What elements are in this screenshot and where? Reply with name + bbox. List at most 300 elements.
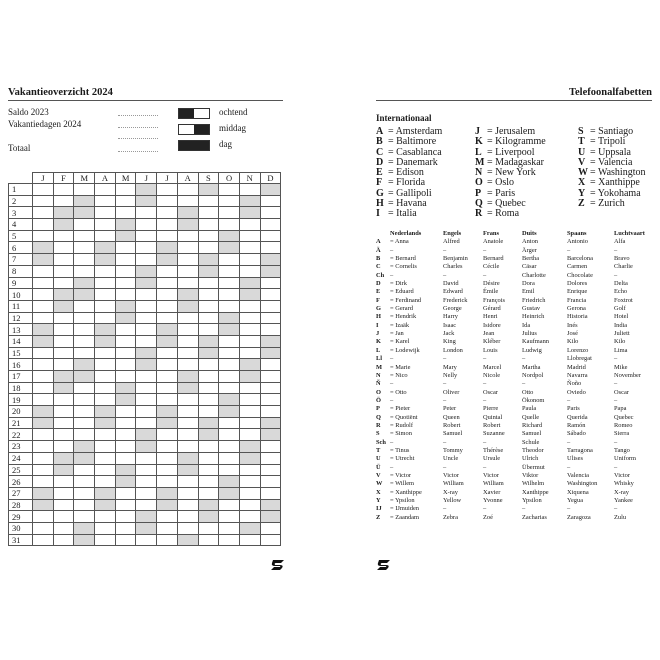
day-cell[interactable] [239, 347, 260, 359]
day-cell[interactable] [157, 452, 178, 464]
day-cell[interactable] [219, 476, 240, 488]
day-cell[interactable] [177, 522, 198, 534]
day-cell[interactable] [260, 324, 281, 336]
day-cell[interactable] [95, 522, 116, 534]
day-cell[interactable] [198, 207, 219, 219]
day-cell[interactable] [219, 254, 240, 266]
day-cell[interactable] [115, 277, 136, 289]
day-cell[interactable] [198, 522, 219, 534]
day-cell[interactable] [157, 499, 178, 511]
day-cell[interactable] [136, 312, 157, 324]
day-cell[interactable] [136, 522, 157, 534]
day-cell[interactable] [157, 534, 178, 546]
day-cell[interactable] [260, 254, 281, 266]
day-cell[interactable] [157, 184, 178, 196]
day-cell[interactable] [198, 499, 219, 511]
day-cell[interactable] [177, 464, 198, 476]
day-cell[interactable] [53, 371, 74, 383]
day-cell[interactable] [115, 464, 136, 476]
day-cell[interactable] [157, 230, 178, 242]
day-cell[interactable] [53, 452, 74, 464]
day-cell[interactable] [260, 394, 281, 406]
day-cell[interactable] [74, 219, 95, 231]
day-cell[interactable] [136, 417, 157, 429]
day-cell[interactable] [74, 534, 95, 546]
day-cell[interactable] [177, 219, 198, 231]
day-cell[interactable] [95, 417, 116, 429]
day-cell[interactable] [260, 289, 281, 301]
day-cell[interactable] [157, 441, 178, 453]
day-cell[interactable] [33, 534, 54, 546]
day-cell[interactable] [198, 265, 219, 277]
day-cell[interactable] [219, 219, 240, 231]
day-cell[interactable] [177, 207, 198, 219]
day-cell[interactable] [53, 499, 74, 511]
day-cell[interactable] [157, 195, 178, 207]
day-cell[interactable] [157, 347, 178, 359]
day-cell[interactable] [260, 511, 281, 523]
day-cell[interactable] [33, 219, 54, 231]
day-cell[interactable] [95, 394, 116, 406]
day-cell[interactable] [74, 230, 95, 242]
day-cell[interactable] [95, 242, 116, 254]
day-cell[interactable] [95, 441, 116, 453]
day-cell[interactable] [74, 300, 95, 312]
day-cell[interactable] [177, 406, 198, 418]
day-cell[interactable] [260, 429, 281, 441]
day-cell[interactable] [239, 184, 260, 196]
day-cell[interactable] [53, 312, 74, 324]
day-cell[interactable] [33, 265, 54, 277]
day-cell[interactable] [177, 441, 198, 453]
day-cell[interactable] [157, 335, 178, 347]
day-cell[interactable] [198, 371, 219, 383]
day-cell[interactable] [198, 289, 219, 301]
day-cell[interactable] [157, 464, 178, 476]
day-cell[interactable] [177, 184, 198, 196]
day-cell[interactable] [33, 452, 54, 464]
day-cell[interactable] [74, 476, 95, 488]
day-cell[interactable] [33, 476, 54, 488]
day-cell[interactable] [198, 242, 219, 254]
day-cell[interactable] [219, 359, 240, 371]
day-cell[interactable] [136, 230, 157, 242]
day-cell[interactable] [136, 289, 157, 301]
day-cell[interactable] [239, 324, 260, 336]
day-cell[interactable] [95, 289, 116, 301]
day-cell[interactable] [33, 522, 54, 534]
day-cell[interactable] [157, 277, 178, 289]
day-cell[interactable] [53, 335, 74, 347]
day-cell[interactable] [239, 195, 260, 207]
day-cell[interactable] [198, 394, 219, 406]
day-cell[interactable] [33, 207, 54, 219]
day-cell[interactable] [136, 371, 157, 383]
field-vakantiedagen[interactable] [118, 127, 158, 129]
day-cell[interactable] [239, 265, 260, 277]
day-cell[interactable] [260, 476, 281, 488]
day-cell[interactable] [177, 382, 198, 394]
day-cell[interactable] [260, 441, 281, 453]
day-cell[interactable] [136, 441, 157, 453]
day-cell[interactable] [95, 277, 116, 289]
day-cell[interactable] [219, 347, 240, 359]
day-cell[interactable] [33, 499, 54, 511]
day-cell[interactable] [74, 265, 95, 277]
day-cell[interactable] [177, 195, 198, 207]
day-cell[interactable] [157, 371, 178, 383]
day-cell[interactable] [219, 335, 240, 347]
day-cell[interactable] [33, 289, 54, 301]
day-cell[interactable] [177, 476, 198, 488]
day-cell[interactable] [198, 534, 219, 546]
day-cell[interactable] [219, 207, 240, 219]
day-cell[interactable] [33, 406, 54, 418]
day-cell[interactable] [95, 207, 116, 219]
day-cell[interactable] [74, 195, 95, 207]
day-cell[interactable] [115, 207, 136, 219]
day-cell[interactable] [198, 300, 219, 312]
day-cell[interactable] [219, 511, 240, 523]
day-cell[interactable] [115, 406, 136, 418]
day-cell[interactable] [95, 429, 116, 441]
day-cell[interactable] [198, 195, 219, 207]
day-cell[interactable] [260, 382, 281, 394]
day-cell[interactable] [53, 265, 74, 277]
day-cell[interactable] [198, 476, 219, 488]
day-cell[interactable] [53, 406, 74, 418]
day-cell[interactable] [260, 347, 281, 359]
day-cell[interactable] [136, 406, 157, 418]
day-cell[interactable] [115, 394, 136, 406]
day-cell[interactable] [157, 289, 178, 301]
day-cell[interactable] [260, 335, 281, 347]
day-cell[interactable] [136, 300, 157, 312]
day-cell[interactable] [95, 347, 116, 359]
day-cell[interactable] [33, 417, 54, 429]
day-cell[interactable] [219, 522, 240, 534]
day-cell[interactable] [115, 452, 136, 464]
day-cell[interactable] [53, 207, 74, 219]
day-cell[interactable] [177, 300, 198, 312]
day-cell[interactable] [198, 452, 219, 464]
day-cell[interactable] [198, 359, 219, 371]
day-cell[interactable] [239, 429, 260, 441]
day-cell[interactable] [53, 289, 74, 301]
day-cell[interactable] [177, 394, 198, 406]
day-cell[interactable] [74, 335, 95, 347]
day-cell[interactable] [74, 371, 95, 383]
day-cell[interactable] [53, 184, 74, 196]
day-cell[interactable] [53, 242, 74, 254]
day-cell[interactable] [177, 487, 198, 499]
day-cell[interactable] [177, 277, 198, 289]
day-cell[interactable] [198, 441, 219, 453]
day-cell[interactable] [136, 394, 157, 406]
day-cell[interactable] [95, 324, 116, 336]
day-cell[interactable] [219, 242, 240, 254]
day-cell[interactable] [239, 359, 260, 371]
day-cell[interactable] [239, 511, 260, 523]
day-cell[interactable] [95, 406, 116, 418]
day-cell[interactable] [177, 335, 198, 347]
day-cell[interactable] [219, 499, 240, 511]
day-cell[interactable] [74, 289, 95, 301]
day-cell[interactable] [33, 300, 54, 312]
day-cell[interactable] [74, 429, 95, 441]
day-cell[interactable] [33, 335, 54, 347]
day-cell[interactable] [219, 312, 240, 324]
day-cell[interactable] [95, 371, 116, 383]
day-cell[interactable] [219, 534, 240, 546]
day-cell[interactable] [115, 382, 136, 394]
day-cell[interactable] [136, 219, 157, 231]
day-cell[interactable] [157, 417, 178, 429]
day-cell[interactable] [33, 429, 54, 441]
day-cell[interactable] [74, 382, 95, 394]
day-cell[interactable] [95, 464, 116, 476]
day-cell[interactable] [260, 522, 281, 534]
day-cell[interactable] [219, 324, 240, 336]
day-cell[interactable] [115, 312, 136, 324]
day-cell[interactable] [53, 511, 74, 523]
day-cell[interactable] [115, 219, 136, 231]
day-cell[interactable] [177, 230, 198, 242]
day-cell[interactable] [95, 476, 116, 488]
day-cell[interactable] [260, 406, 281, 418]
day-cell[interactable] [260, 184, 281, 196]
day-cell[interactable] [33, 371, 54, 383]
day-cell[interactable] [239, 300, 260, 312]
day-cell[interactable] [239, 219, 260, 231]
day-cell[interactable] [74, 207, 95, 219]
day-cell[interactable] [260, 452, 281, 464]
day-cell[interactable] [239, 464, 260, 476]
day-cell[interactable] [157, 312, 178, 324]
day-cell[interactable] [74, 359, 95, 371]
day-cell[interactable] [239, 230, 260, 242]
day-cell[interactable] [157, 429, 178, 441]
day-cell[interactable] [198, 335, 219, 347]
day-cell[interactable] [157, 476, 178, 488]
day-cell[interactable] [115, 417, 136, 429]
day-cell[interactable] [53, 487, 74, 499]
day-cell[interactable] [53, 347, 74, 359]
day-cell[interactable] [33, 184, 54, 196]
day-cell[interactable] [74, 487, 95, 499]
day-cell[interactable] [115, 487, 136, 499]
day-cell[interactable] [239, 417, 260, 429]
day-cell[interactable] [95, 195, 116, 207]
day-cell[interactable] [219, 441, 240, 453]
day-cell[interactable] [239, 522, 260, 534]
day-cell[interactable] [198, 312, 219, 324]
day-cell[interactable] [157, 487, 178, 499]
day-cell[interactable] [177, 452, 198, 464]
day-cell[interactable] [260, 277, 281, 289]
day-cell[interactable] [198, 324, 219, 336]
day-cell[interactable] [74, 511, 95, 523]
day-cell[interactable] [157, 254, 178, 266]
day-cell[interactable] [219, 184, 240, 196]
day-cell[interactable] [74, 522, 95, 534]
day-cell[interactable] [239, 254, 260, 266]
day-cell[interactable] [239, 452, 260, 464]
day-cell[interactable] [33, 254, 54, 266]
day-cell[interactable] [198, 184, 219, 196]
day-cell[interactable] [177, 417, 198, 429]
day-cell[interactable] [33, 394, 54, 406]
day-cell[interactable] [219, 487, 240, 499]
day-cell[interactable] [95, 511, 116, 523]
day-cell[interactable] [239, 476, 260, 488]
day-cell[interactable] [239, 394, 260, 406]
day-cell[interactable] [74, 441, 95, 453]
day-cell[interactable] [53, 522, 74, 534]
day-cell[interactable] [177, 511, 198, 523]
day-cell[interactable] [157, 242, 178, 254]
day-cell[interactable] [136, 195, 157, 207]
day-cell[interactable] [157, 265, 178, 277]
day-cell[interactable] [33, 359, 54, 371]
day-cell[interactable] [219, 382, 240, 394]
day-cell[interactable] [157, 522, 178, 534]
day-cell[interactable] [95, 487, 116, 499]
day-cell[interactable] [136, 464, 157, 476]
day-cell[interactable] [239, 534, 260, 546]
day-cell[interactable] [74, 464, 95, 476]
day-cell[interactable] [115, 429, 136, 441]
day-cell[interactable] [219, 230, 240, 242]
day-cell[interactable] [115, 534, 136, 546]
day-cell[interactable] [198, 219, 219, 231]
day-cell[interactable] [53, 382, 74, 394]
day-cell[interactable] [198, 511, 219, 523]
day-cell[interactable] [33, 242, 54, 254]
day-cell[interactable] [239, 207, 260, 219]
day-cell[interactable] [136, 335, 157, 347]
day-cell[interactable] [260, 534, 281, 546]
day-cell[interactable] [53, 195, 74, 207]
day-cell[interactable] [239, 382, 260, 394]
day-cell[interactable] [53, 254, 74, 266]
day-cell[interactable] [33, 324, 54, 336]
day-cell[interactable] [33, 312, 54, 324]
day-cell[interactable] [115, 522, 136, 534]
day-cell[interactable] [53, 476, 74, 488]
day-cell[interactable] [136, 452, 157, 464]
day-cell[interactable] [239, 406, 260, 418]
day-cell[interactable] [95, 335, 116, 347]
day-cell[interactable] [219, 464, 240, 476]
day-cell[interactable] [177, 324, 198, 336]
field-totaal[interactable] [118, 151, 158, 153]
day-cell[interactable] [74, 417, 95, 429]
day-cell[interactable] [33, 487, 54, 499]
day-cell[interactable] [239, 499, 260, 511]
day-cell[interactable] [33, 230, 54, 242]
day-cell[interactable] [74, 347, 95, 359]
day-cell[interactable] [198, 417, 219, 429]
day-cell[interactable] [53, 429, 74, 441]
day-cell[interactable] [53, 464, 74, 476]
day-cell[interactable] [136, 277, 157, 289]
day-cell[interactable] [260, 499, 281, 511]
day-cell[interactable] [115, 230, 136, 242]
day-cell[interactable] [260, 300, 281, 312]
day-cell[interactable] [177, 499, 198, 511]
day-cell[interactable] [74, 254, 95, 266]
day-cell[interactable] [136, 487, 157, 499]
day-cell[interactable] [53, 441, 74, 453]
day-cell[interactable] [74, 406, 95, 418]
day-cell[interactable] [115, 242, 136, 254]
day-cell[interactable] [198, 230, 219, 242]
day-cell[interactable] [219, 300, 240, 312]
day-cell[interactable] [177, 359, 198, 371]
day-cell[interactable] [157, 207, 178, 219]
day-cell[interactable] [198, 254, 219, 266]
day-cell[interactable] [219, 417, 240, 429]
day-cell[interactable] [53, 277, 74, 289]
day-cell[interactable] [157, 359, 178, 371]
day-cell[interactable] [33, 195, 54, 207]
day-cell[interactable] [219, 277, 240, 289]
day-cell[interactable] [115, 300, 136, 312]
day-cell[interactable] [219, 406, 240, 418]
day-cell[interactable] [53, 394, 74, 406]
day-cell[interactable] [53, 359, 74, 371]
day-cell[interactable] [95, 184, 116, 196]
day-cell[interactable] [115, 499, 136, 511]
day-cell[interactable] [136, 207, 157, 219]
day-cell[interactable] [198, 487, 219, 499]
day-cell[interactable] [219, 195, 240, 207]
day-cell[interactable] [177, 534, 198, 546]
day-cell[interactable] [115, 511, 136, 523]
day-cell[interactable] [115, 265, 136, 277]
day-cell[interactable] [239, 487, 260, 499]
day-cell[interactable] [239, 441, 260, 453]
day-cell[interactable] [74, 452, 95, 464]
day-cell[interactable] [177, 371, 198, 383]
day-cell[interactable] [260, 371, 281, 383]
day-cell[interactable] [219, 371, 240, 383]
day-cell[interactable] [33, 441, 54, 453]
day-cell[interactable] [157, 300, 178, 312]
day-cell[interactable] [115, 254, 136, 266]
day-cell[interactable] [260, 242, 281, 254]
day-cell[interactable] [239, 277, 260, 289]
day-cell[interactable] [115, 335, 136, 347]
day-cell[interactable] [115, 324, 136, 336]
day-cell[interactable] [136, 476, 157, 488]
day-cell[interactable] [74, 242, 95, 254]
day-cell[interactable] [74, 312, 95, 324]
day-cell[interactable] [260, 230, 281, 242]
day-cell[interactable] [53, 417, 74, 429]
day-cell[interactable] [95, 452, 116, 464]
day-cell[interactable] [95, 382, 116, 394]
day-cell[interactable] [177, 429, 198, 441]
day-cell[interactable] [95, 265, 116, 277]
day-cell[interactable] [74, 277, 95, 289]
day-cell[interactable] [115, 476, 136, 488]
day-cell[interactable] [239, 289, 260, 301]
day-cell[interactable] [53, 534, 74, 546]
day-cell[interactable] [198, 464, 219, 476]
day-cell[interactable] [157, 324, 178, 336]
